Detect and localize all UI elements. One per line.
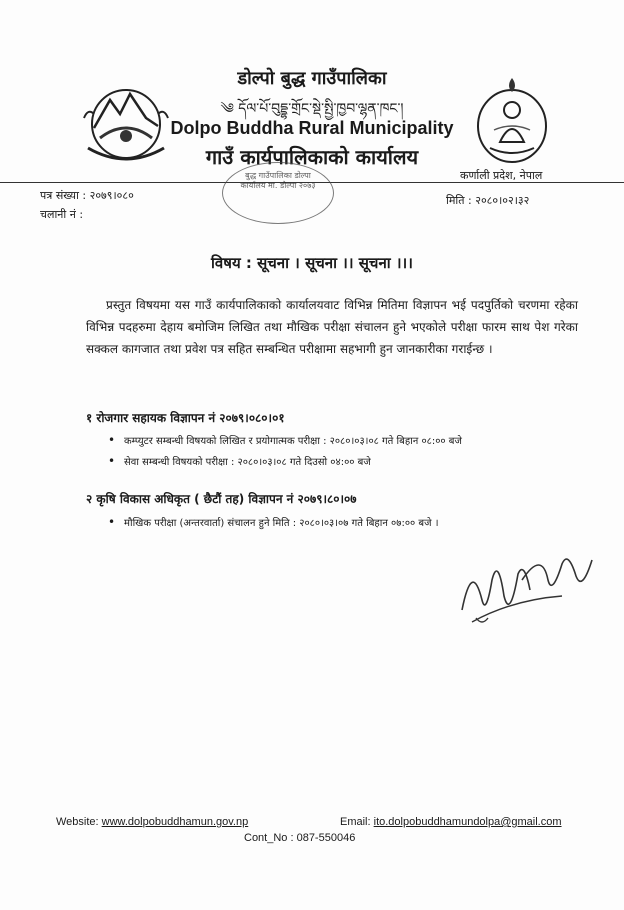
email-link[interactable]: ito.dolpobuddhamundolpa@gmail.com [373, 816, 562, 828]
patra-sankhya: पत्र संख्या : २०७९।०८० [40, 189, 134, 202]
municipality-name-english: Dolpo Buddha Rural Municipality [170, 118, 454, 138]
email-line [340, 816, 562, 828]
letter-date: मिति : २०८०।०२।३२ [446, 194, 530, 207]
stamp-text: बुद्ध गाउँपालिका डोल्पा कार्यालय मा. डोल्पा २०७३ [240, 171, 316, 190]
website-link[interactable]: www.dolpobuddhamun.gov.np [101, 816, 249, 828]
signature [452, 540, 602, 630]
website-line [56, 816, 248, 828]
office-title: गाउँ कार्यपालिकाको कार्यालय [205, 145, 419, 169]
section-2-title: २ कृषि विकास अधिकृत ( छैटौं तह) विज्ञापन नं २०७९।८०।०७ [86, 492, 357, 506]
website-label: Website: [56, 816, 99, 828]
contact-number: Cont_No : 087-550046 [244, 832, 356, 844]
email-label: Email: [340, 816, 371, 828]
section-1-item-2: • सेवा सम्बन्धी विषयको परीक्षा : २०८०।०३।०८ गते दिउसो ०४:०० बजे [124, 454, 371, 468]
office-stamp [222, 162, 334, 224]
section-2-item-1: • मौखिक परीक्षा (अन्तरवार्ता) संचालन हुने मिति : २०८०।०३।०७ गते बिहान ०७:०० बजे । [124, 515, 439, 529]
municipality-name-nepali: डोल्पो बुद्ध गाउँपालिका [237, 68, 387, 89]
section-1-item-1: • कम्प्युटर सम्बन्धी विषयको लिखित र प्रयोगात्मक परीक्षा : २०८०।०३।०८ गते बिहान ०८:०० बजे [124, 433, 462, 447]
section-1-title: १ रोजगार सहायक विज्ञापन नं २०७९।०८०।०१ [86, 411, 285, 425]
municipality-name-tibetan: ༄ དོལ་པོ་བུདྡྷ་གྲོང་སྡེ་སྤྱི་ཁྱབ་ལྷན་ཁང་། [220, 101, 404, 117]
chalani-number: चलानी नं : [40, 208, 84, 221]
notice-body: प्रस्तुत विषयमा यस गाउँ कार्यपालिकाको कार्यालयवाट विभिन्न मितिमा विज्ञापन भई पदपुर्तिको चरणमा रहेका विभिन्न पदहरुमा देहाय बमोजिम लिखित तथा मौखिक परीक्षा संचालन हुने भएकोले परीक्षा फारम साथ पेश गरेका सक्कल कागजात तथा प्रवेश पत्र सहित सम्बन्धित परीक्षामा सहभागी हुन जानकारीका गराईन्छ । [86, 298, 578, 356]
province-label: कर्णाली प्रदेश, नेपाल [460, 169, 543, 182]
subject-heading: विषय : सूचना । सूचना ।। सूचना ।।। [211, 254, 413, 272]
